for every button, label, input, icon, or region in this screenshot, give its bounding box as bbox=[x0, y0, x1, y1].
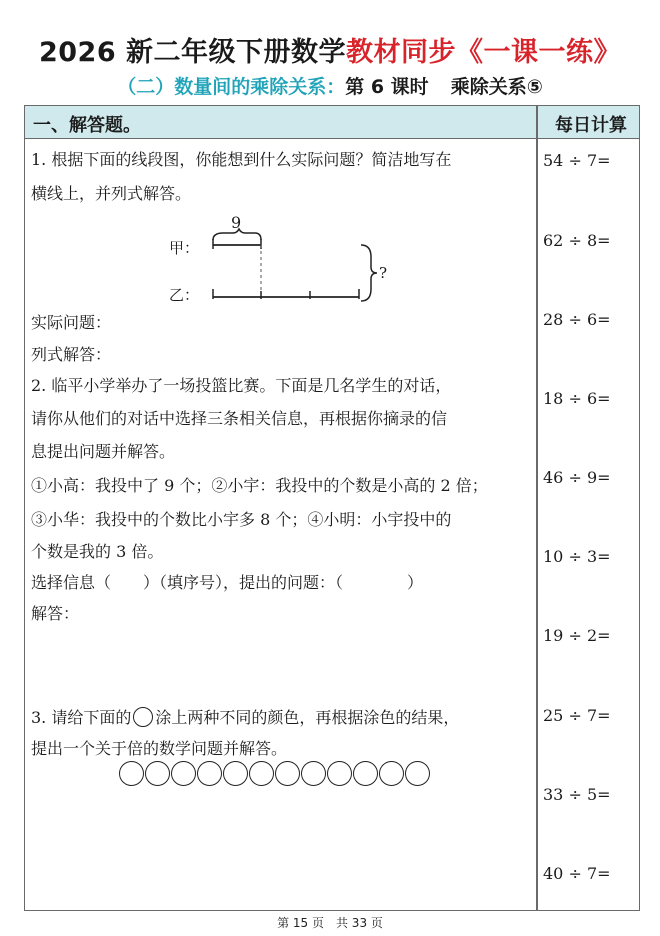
coloring-circle[interactable] bbox=[249, 761, 274, 786]
page-footer: 第 15 页 共 33 页 bbox=[277, 916, 383, 930]
circle-icon bbox=[133, 707, 153, 727]
diagram-label-jia: 甲： bbox=[169, 239, 200, 257]
subtitle-section: （二）数量间的乘除关系： bbox=[117, 76, 346, 98]
q1-actual-problem: 实际问题： bbox=[31, 313, 112, 332]
calc-item: 62 ÷ 8= bbox=[543, 231, 611, 250]
q2-text-line3: 息提出问题并解答。 bbox=[31, 442, 176, 461]
coloring-circle[interactable] bbox=[171, 761, 196, 786]
subtitle-topic: 乘除关系⑤ bbox=[450, 76, 543, 98]
coloring-circle[interactable] bbox=[379, 761, 404, 786]
q1-equation: 列式解答： bbox=[31, 345, 112, 364]
section-heading: 一、解答题。 bbox=[33, 115, 141, 136]
q2-text-line5: ③小华：我投中的个数比小宇多 8 个；④小明：小宇投中的 bbox=[31, 510, 452, 529]
q2-select-info: 选择信息（ ）（填序号），提出的问题：（ ） bbox=[31, 573, 424, 592]
title-red: 教材同步《一课一练》 bbox=[346, 37, 622, 68]
coloring-circle[interactable] bbox=[275, 761, 300, 786]
coloring-circles bbox=[119, 761, 430, 786]
q2-text-line2: 请你从他们的对话中选择三条相关信息，再根据你摘录的信 bbox=[31, 409, 448, 428]
q2-text-line1: 2. 临平小学举办了一场投篮比赛。下面是几名学生的对话， bbox=[31, 376, 452, 395]
calc-item: 54 ÷ 7= bbox=[543, 151, 611, 170]
q3-text-line1 bbox=[31, 701, 459, 735]
diagram-label-yi: 乙： bbox=[169, 286, 200, 304]
calc-item: 33 ÷ 5= bbox=[543, 785, 611, 804]
page-title bbox=[0, 30, 660, 69]
column-divider bbox=[536, 106, 538, 910]
q1-text-line2: 横线上，并列式解答。 bbox=[31, 184, 192, 203]
calc-item: 19 ÷ 2= bbox=[543, 626, 611, 645]
q2-text-line4: ①小高：我投中了 9 个；②小宇：我投中的个数是小高的 2 倍； bbox=[31, 476, 488, 495]
page-subtitle bbox=[0, 72, 660, 99]
calc-item: 18 ÷ 6= bbox=[543, 389, 611, 408]
calc-item: 25 ÷ 7= bbox=[543, 706, 611, 725]
calc-item: 10 ÷ 3= bbox=[543, 547, 611, 566]
daily-calc-heading: 每日计算 bbox=[555, 115, 627, 136]
title-black: 2026 新二年级下册数学 bbox=[38, 37, 347, 68]
coloring-circle[interactable] bbox=[145, 761, 170, 786]
coloring-circle[interactable] bbox=[301, 761, 326, 786]
subtitle-lesson: 第 6 课时 bbox=[345, 76, 429, 98]
coloring-circle[interactable] bbox=[405, 761, 430, 786]
calc-item: 46 ÷ 9= bbox=[543, 468, 611, 487]
coloring-circle[interactable] bbox=[197, 761, 222, 786]
q2-text-line6: 个数是我的 3 倍。 bbox=[31, 542, 164, 561]
q1-text-line1: 1. 根据下面的线段图，你能想到什么实际问题？简洁地写在 bbox=[31, 150, 452, 169]
coloring-circle[interactable] bbox=[327, 761, 352, 786]
diagram-question-mark: ? bbox=[379, 264, 388, 282]
coloring-circle[interactable] bbox=[119, 761, 144, 786]
calc-item: 40 ÷ 7= bbox=[543, 864, 611, 883]
q3-text-part-b: 涂上两种不同的颜色，再根据涂色的结果， bbox=[155, 708, 460, 727]
calc-item: 28 ÷ 6= bbox=[543, 310, 611, 329]
worksheet-frame bbox=[24, 105, 640, 911]
coloring-circle[interactable] bbox=[353, 761, 378, 786]
diagram-top-value: 9 bbox=[231, 213, 242, 232]
segment-diagram bbox=[165, 209, 425, 309]
q3-text-part-a: 3. 请给下面的 bbox=[31, 708, 132, 727]
coloring-circle[interactable] bbox=[223, 761, 248, 786]
q3-text-line2: 提出一个关于倍的数学问题并解答。 bbox=[31, 739, 288, 758]
worksheet-header bbox=[25, 106, 639, 139]
q2-answer: 解答： bbox=[31, 604, 80, 623]
